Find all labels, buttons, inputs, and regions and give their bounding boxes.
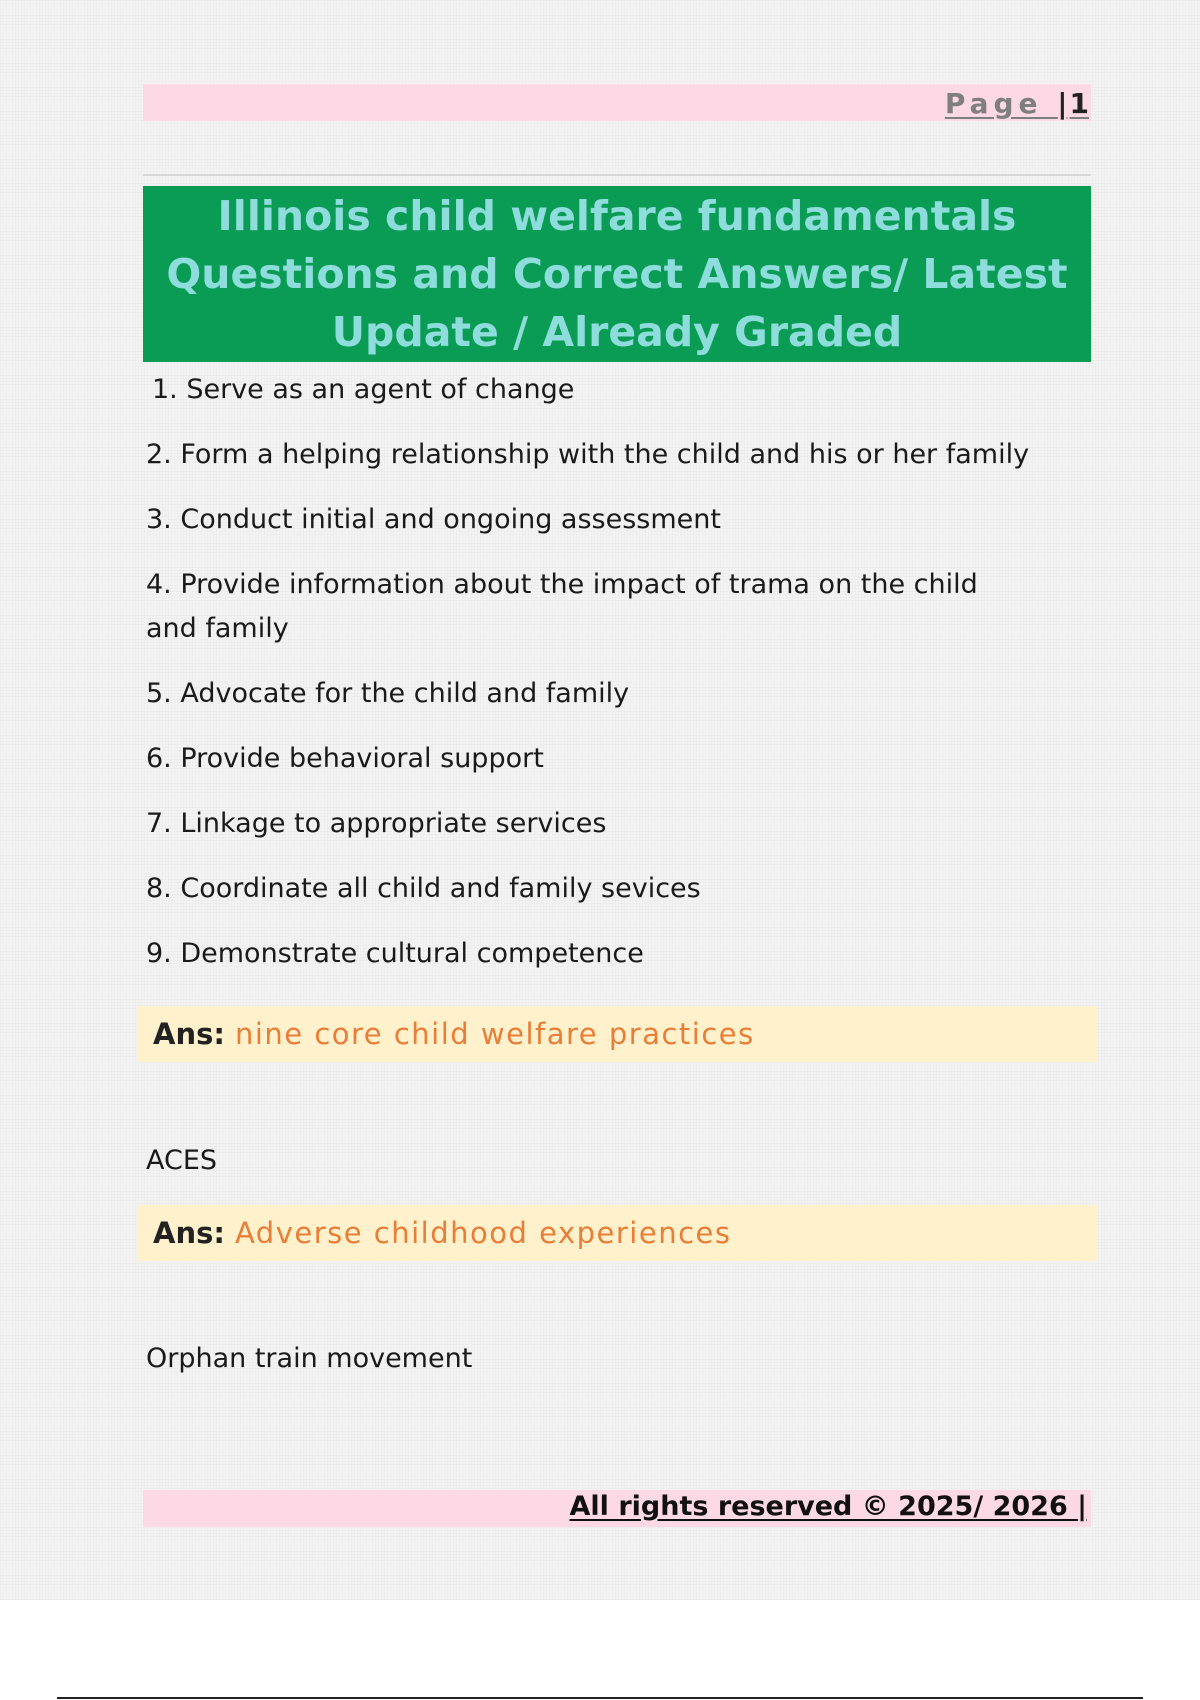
header-divider: [143, 174, 1091, 176]
list-item: 2. Form a helping relationship with the child and his or her family: [146, 439, 1030, 470]
list-item: 1. Serve as an agent of change: [152, 374, 575, 405]
list-item: 7. Linkage to appropriate services: [146, 808, 607, 839]
copyright-notice: All rights reserved © 2025/ 2026 |: [569, 1491, 1087, 1522]
question-text: ACES: [146, 1145, 218, 1176]
list-item: 8. Coordinate all child and family sevices: [146, 873, 701, 904]
page-footer: [143, 1490, 1091, 1527]
page-number: [945, 87, 1089, 120]
answer-text: Adverse childhood experiences: [234, 1216, 732, 1250]
list-item: 9. Demonstrate cultural competence: [146, 938, 644, 969]
document-title: Illinois child welfare fundamentals Questions and Correct Answers/ Latest Update / Already Graded: [166, 192, 1068, 356]
bottom-divider: [57, 1697, 1143, 1699]
answer-label: Ans:: [153, 1017, 225, 1051]
practices-list: [146, 368, 1091, 997]
list-item: 5. Advocate for the child and family: [146, 678, 630, 709]
list-item: 6. Provide behavioral support: [146, 743, 544, 774]
page-separator: |: [1057, 87, 1068, 120]
list-item: 4. Provide information about the impact of trama on the child and family: [146, 569, 978, 644]
page-header: [143, 84, 1091, 121]
answer-box: [137, 1205, 1097, 1261]
answer-text: nine core child welfare practices: [234, 1017, 755, 1051]
title-banner: [143, 186, 1091, 362]
page-number-value: 1: [1069, 87, 1089, 120]
answer-label: Ans:: [153, 1216, 225, 1250]
answer-box: [137, 1006, 1097, 1062]
list-item: 3. Conduct initial and ongoing assessment: [146, 504, 721, 535]
page-word: Page: [944, 87, 1043, 120]
question-text: Orphan train movement: [146, 1343, 473, 1374]
